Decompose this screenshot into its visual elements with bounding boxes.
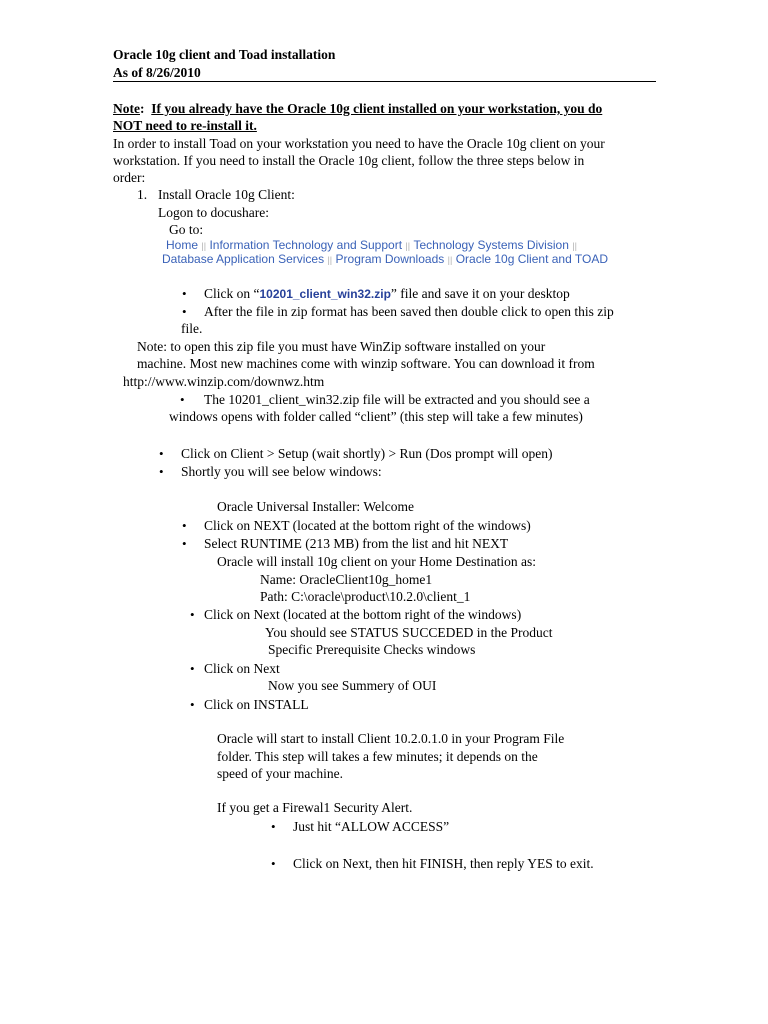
bullet-icon: •: [271, 819, 276, 834]
next-step-3: Click on Next: [204, 661, 280, 676]
installer-welcome: Oracle Universal Installer: Welcome: [217, 499, 414, 514]
note-text-1: If you already have the Oracle 10g client installed on your workstation, you do: [151, 101, 603, 116]
click-zip-suffix: ” file and save it on your desktop: [390, 286, 570, 301]
status-line-1: You should see STATUS SUCCEDED in the Product: [265, 625, 553, 640]
summary-text: Now you see Summery of OUI: [268, 678, 437, 693]
bullet-icon: •: [190, 697, 195, 712]
breadcrumb-tsd-link[interactable]: Technology Systems Division: [413, 238, 569, 252]
click-zip-prefix: Click on “: [204, 286, 260, 301]
note-line-1: [113, 100, 602, 117]
goto-text: Go to:: [169, 222, 204, 237]
next-step-2: Click on Next (located at the bottom right of the windows): [204, 607, 522, 622]
allow-access-step: Just hit “ALLOW ACCESS”: [293, 819, 450, 834]
extract-line-2: windows opens with folder called “client” (this step will take a few minutes): [169, 409, 583, 424]
intro-line-3: order:: [113, 170, 146, 185]
bullet-icon: •: [190, 607, 195, 622]
winzip-note-line-2: machine. Most new machines come with winzip software. You can download it from: [137, 356, 595, 371]
breadcrumb-separator: ||: [327, 255, 333, 265]
breadcrumb-separator: ||: [447, 255, 453, 265]
document-date: As of 8/26/2010: [113, 65, 201, 80]
home-name: Name: OracleClient10g_home1: [260, 572, 433, 587]
finish-step: Click on Next, then hit FINISH, then reply YES to exit.: [293, 856, 594, 871]
firewall-text: If you get a Firewal1 Security Alert.: [217, 800, 413, 815]
bullet-icon: •: [180, 392, 185, 407]
final-line-1: Oracle will start to install Client 10.2.0.1.0 in your Program File: [217, 731, 565, 746]
step-number: 1.: [137, 187, 148, 202]
install-step: Click on INSTALL: [204, 697, 309, 712]
breadcrumb-separator: ||: [201, 241, 207, 251]
after-save-line-2: file.: [181, 321, 203, 336]
breadcrumb-downloads-link[interactable]: Program Downloads: [335, 252, 445, 266]
breadcrumb-separator: ||: [572, 241, 577, 251]
breadcrumb-it-support-link[interactable]: Information Technology and Support: [209, 238, 403, 252]
step-title: Install Oracle 10g Client:: [158, 187, 295, 202]
final-line-2: folder. This step will takes a few minutes; it depends on the: [217, 749, 538, 764]
breadcrumb-row-2: [162, 250, 608, 269]
bullet-icon: •: [190, 661, 195, 676]
bullet-icon: •: [159, 446, 164, 461]
intro-line-1: In order to install Toad on your workstation you need to have the Oracle 10g client on your: [113, 136, 605, 151]
bullet-icon: •: [182, 536, 187, 551]
click-zip-line: [204, 285, 570, 303]
bullet-icon: •: [159, 464, 164, 479]
bullet-icon: •: [271, 856, 276, 871]
final-line-3: speed of your machine.: [217, 766, 343, 781]
breadcrumb-separator: ||: [405, 241, 411, 251]
bullet-icon: •: [182, 304, 187, 319]
header-rule: [113, 81, 656, 82]
zip-file-link[interactable]: 10201_client_win32.zip: [259, 287, 391, 301]
bullet-icon: •: [182, 518, 187, 533]
extract-line-1: The 10201_client_win32.zip file will be extracted and you should see a: [204, 392, 590, 407]
winzip-note-line-1: Note: to open this zip file you must have WinZip software installed on your: [137, 339, 546, 354]
runtime-step: Select RUNTIME (213 MB) from the list and hit NEXT: [204, 536, 509, 551]
next-step-1: Click on NEXT (located at the bottom right of the windows): [204, 518, 531, 533]
setup-step: Click on Client > Setup (wait shortly) > Run (Dos prompt will open): [181, 446, 553, 461]
windows-step: Shortly you will see below windows:: [181, 464, 382, 479]
note-label: Note: [113, 101, 140, 116]
status-line-2: Specific Prerequisite Checks windows: [268, 642, 476, 657]
logon-text: Logon to docushare:: [158, 205, 269, 220]
note-colon: :: [140, 101, 145, 116]
after-save-line-1: After the file in zip format has been saved then double click to open this zip: [204, 304, 614, 319]
bullet-icon: •: [182, 286, 187, 301]
breadcrumb-oracle-toad-link[interactable]: Oracle 10g Client and TOAD: [455, 252, 608, 266]
home-path: Path: C:\oracle\product\10.2.0\client_1: [260, 589, 471, 604]
note-text-2: NOT need to re-install it.: [113, 118, 257, 133]
breadcrumb-home-link[interactable]: Home: [166, 238, 199, 252]
winzip-url: http://www.winzip.com/downwz.htm: [123, 374, 325, 389]
document-title: Oracle 10g client and Toad installation: [113, 47, 336, 62]
intro-line-2: workstation. If you need to install the Oracle 10g client, follow the three steps below in: [113, 153, 585, 168]
home-destination: Oracle will install 10g client on your Home Destination as:: [217, 554, 537, 569]
breadcrumb-das-link[interactable]: Database Application Services: [162, 252, 325, 266]
